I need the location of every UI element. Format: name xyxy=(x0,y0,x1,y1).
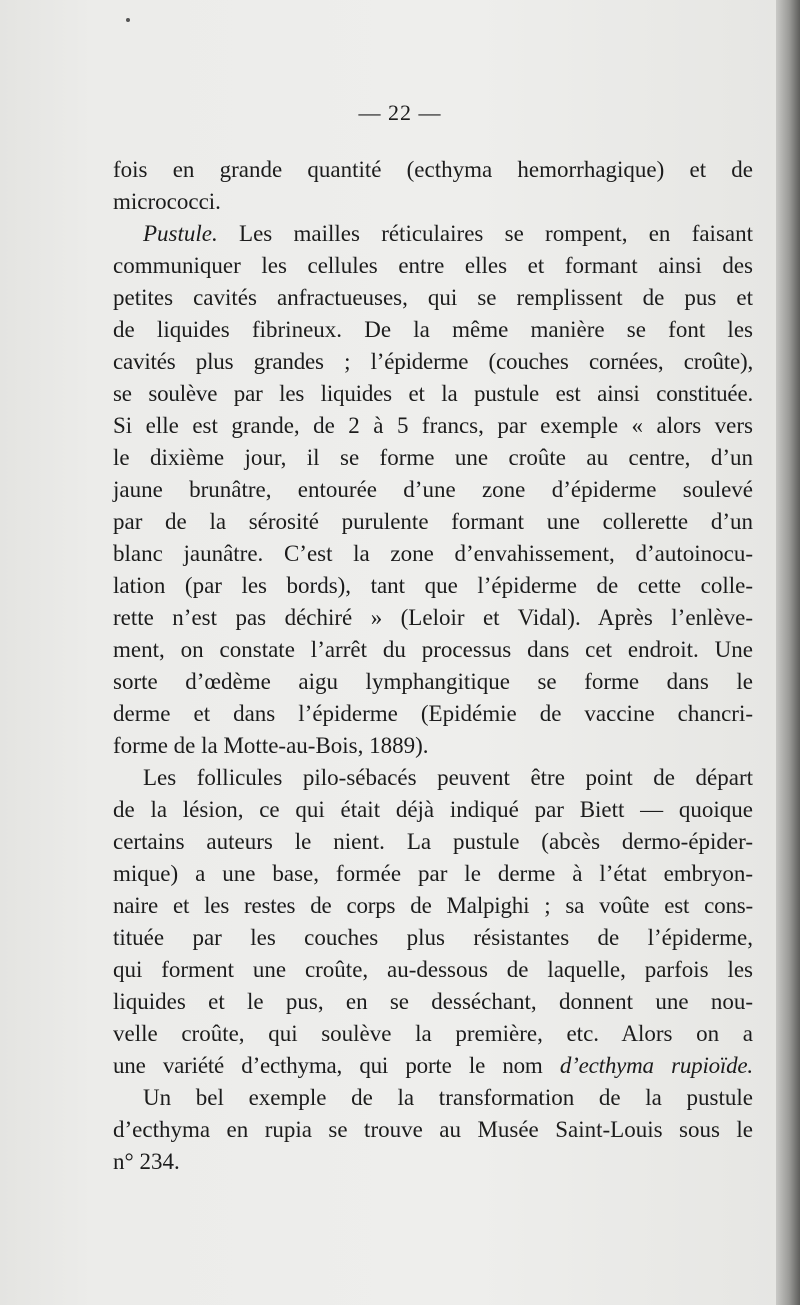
text-line: jaune brunâtre, entourée d’une zone d’épiderme soulevé xyxy=(113,477,753,502)
page-edge-shadow xyxy=(776,0,800,1305)
text-line: n° 234. xyxy=(113,1149,180,1174)
text-line: derme et dans l’épiderme (Epidémie de vaccine chancri- xyxy=(113,701,753,726)
text-line: ment, on constate l’arrêt du processus dans cet endroit. Une xyxy=(113,637,753,662)
text-line: cavités plus grandes ; l’épiderme (couches cornées, croûte), xyxy=(113,349,753,374)
text-line: sorte d’œdème aigu lymphangitique se forme dans le xyxy=(113,669,753,694)
text-line: qui forment une croûte, au-dessous de laquelle, parfois les xyxy=(113,957,753,982)
text-line: tituée par les couches plus résistantes de l’épiderme, xyxy=(113,925,753,950)
text-line: naire et les restes de corps de Malpighi ; sa voûte est cons- xyxy=(113,893,753,918)
body-text xyxy=(113,154,753,1178)
text-line: velle croûte, qui soulève la première, etc. Alors on a xyxy=(113,1021,753,1046)
text-line: blanc jaunâtre. C’est la zone d’envahissement, d’autoinocu- xyxy=(113,541,753,566)
page-number: — 22 — xyxy=(358,100,442,125)
text-line: communiquer les cellules entre elles et formant ainsi des xyxy=(113,253,753,278)
text-line: Pustule. Les mailles réticulaires se rompent, en faisant xyxy=(143,221,753,246)
text-line: Les follicules pilo-sébacés peuvent être point de départ xyxy=(143,765,753,790)
text-line: une variété d’ecthyma, qui porte le nom d’ecthyma rupioïde. xyxy=(113,1053,753,1078)
text-line: mique) a une base, formée par le derme à l’état embryon- xyxy=(113,861,753,886)
text-line: micrococci. xyxy=(113,189,221,214)
text-line: se soulève par les liquides et la pustule est ainsi constituée. xyxy=(113,381,753,406)
text-line: le dixième jour, il se forme une croûte au centre, d’un xyxy=(113,445,753,470)
text-line: rette n’est pas déchiré » (Leloir et Vidal). Après l’enlève- xyxy=(113,605,753,630)
text-line: d’ecthyma en rupia se trouve au Musée Saint-Louis sous le xyxy=(113,1117,753,1142)
text-line: fois en grande quantité (ecthyma hemorrhagique) et de xyxy=(113,157,753,182)
text-line: Un bel exemple de la transformation de la pustule xyxy=(143,1085,753,1110)
term-ecthyma-rupioide: d’ecthyma rupioïde. xyxy=(559,1053,753,1078)
text-line: liquides et le pus, en se desséchant, donnent une nou- xyxy=(113,989,753,1014)
text-line: petites cavités anfractueuses, qui se remplissent de pus et xyxy=(113,285,753,310)
text-line: par de la sérosité purulente formant une collerette d’un xyxy=(113,509,753,534)
text-line: lation (par les bords), tant que l’épiderme de cette colle- xyxy=(113,573,753,598)
ink-speck xyxy=(126,18,130,22)
section-heading-pustule: Pustule. xyxy=(143,221,218,246)
text-line: de la lésion, ce qui était déjà indiqué par Biett — quoique xyxy=(113,797,753,822)
text-line: certains auteurs le nient. La pustule (abcès dermo-épider- xyxy=(113,829,753,854)
text-line: de liquides fibrineux. De la même manière se font les xyxy=(113,317,753,342)
text-line: forme de la Motte-au-Bois, 1889). xyxy=(113,733,429,758)
text-line: Si elle est grande, de 2 à 5 francs, par exemple « alors vers xyxy=(113,413,753,438)
